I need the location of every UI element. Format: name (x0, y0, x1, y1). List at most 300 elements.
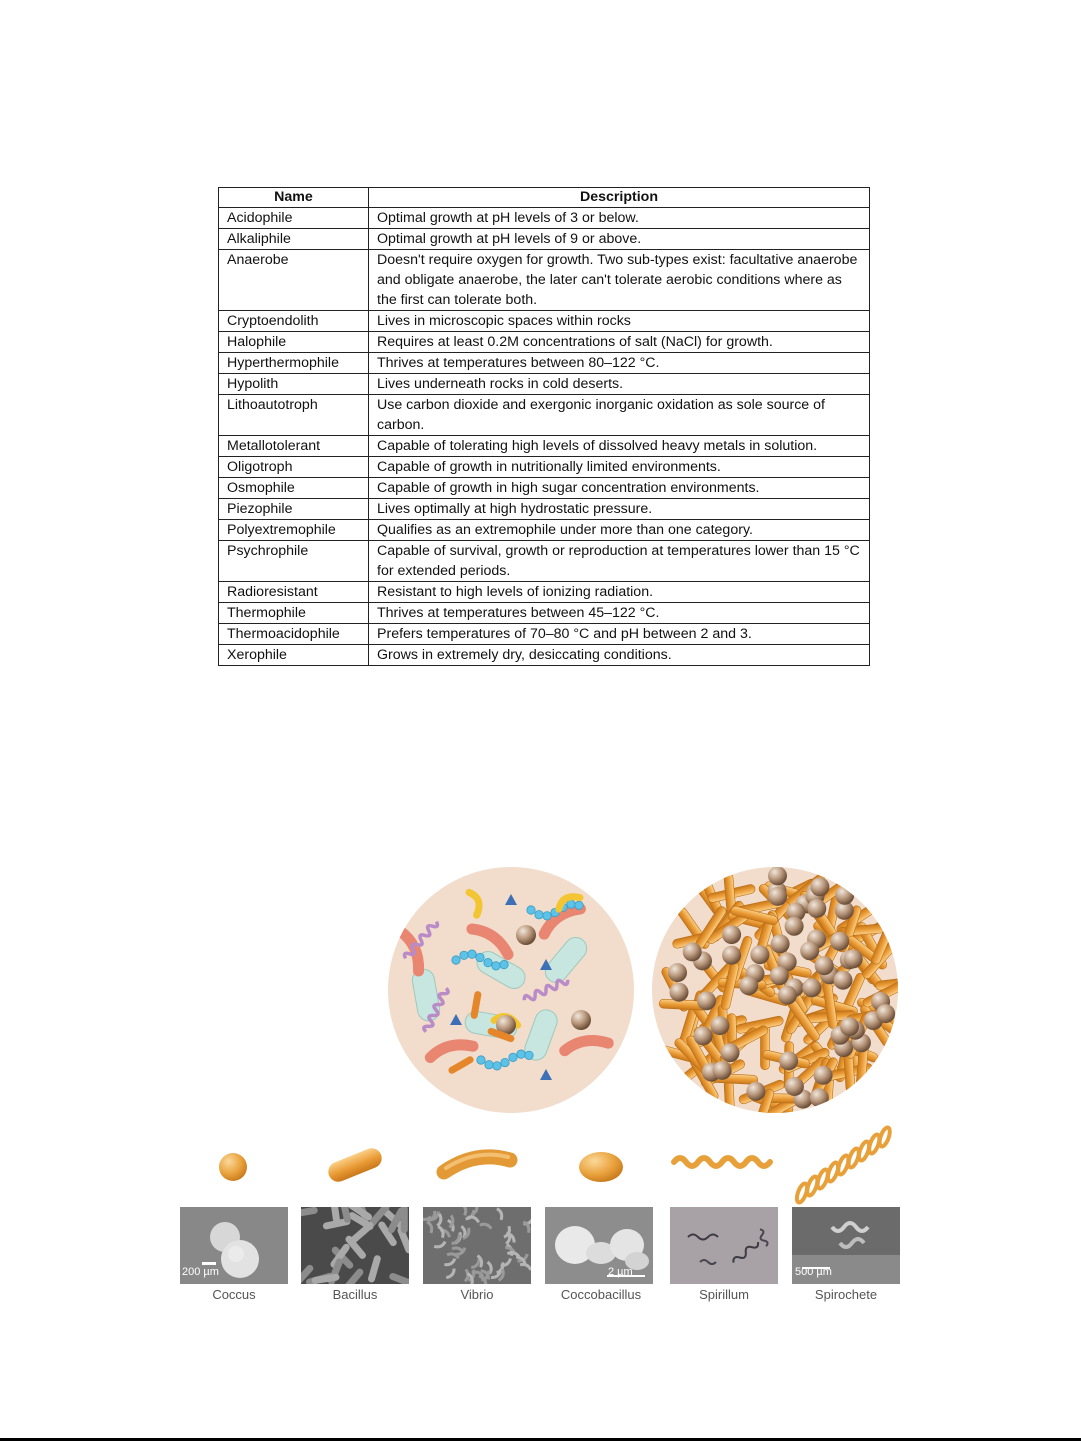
blue-triangle-cell (540, 1069, 552, 1080)
orange-rod-cell (850, 915, 897, 945)
orange-rod-cell (800, 929, 847, 959)
chain-coccus-cell (535, 910, 543, 918)
orange-rod-cell (810, 1040, 847, 1083)
table-row (219, 374, 870, 395)
yellow-vibrio-cell (461, 892, 485, 915)
extremophile-description-cell: Prefers temperatures of 70–80 °C and pH between 2 and 3. (369, 624, 870, 645)
brown-coccus-cell (785, 1077, 804, 1096)
extremophile-name-cell: Hypolith (219, 374, 369, 395)
brown-coccus-cell (746, 964, 765, 983)
brown-coccus-cell (807, 930, 826, 949)
orange-rod-cell (470, 991, 482, 1020)
extremophile-name-cell: Metallotolerant (219, 436, 369, 457)
orange-rod-cell (763, 943, 797, 988)
extremophile-name-cell: Acidophile (219, 208, 369, 229)
orange-rod-cell (809, 1056, 839, 1103)
orange-rod-cell (875, 976, 924, 991)
orange-rod-cell (763, 881, 812, 902)
orange-rod-cell (814, 959, 854, 999)
orange-rod-cell (786, 998, 821, 1042)
orange-rod-cell (752, 1088, 775, 1136)
brown-coccus-cell (830, 932, 849, 951)
brown-coccus-cell (768, 866, 787, 885)
orange-rod-cell (687, 872, 722, 916)
table-row (219, 520, 870, 541)
chain-coccus-cell (567, 900, 575, 908)
spirochete-coil-turn (867, 1133, 881, 1155)
orange-rod-cell (802, 1007, 843, 1046)
orange-rod-cell (845, 934, 888, 971)
orange-rod-cell (487, 1027, 516, 1043)
brown-coccus-cell (834, 1038, 853, 1057)
orange-rod-cell (839, 905, 862, 953)
orange-rod-cell (771, 878, 818, 907)
extremophile-name-cell: Thermoacidophile (219, 624, 369, 645)
orange-rod-cell (738, 1079, 786, 1105)
bacillus-shape (325, 1145, 384, 1185)
brown-coccus-cell (710, 1016, 729, 1035)
brown-coccus-cell (814, 1066, 833, 1085)
brown-coccus-cell (768, 882, 787, 901)
orange-rod-cell (786, 967, 827, 1006)
label-coccus: Coccus (212, 1287, 256, 1302)
orange-rod-cell (698, 994, 726, 1041)
orange-rod-cell (844, 1022, 860, 1071)
mixed-culture-disc (388, 867, 634, 1113)
chain-coccus-cell (477, 1056, 485, 1064)
orange-rod-cell (861, 979, 908, 1009)
extremophile-name-cell: Oligotroph (219, 457, 369, 478)
chain-coccus-cell (493, 1062, 501, 1070)
orange-rod-cell (718, 1026, 759, 1065)
orange-rod-cell (835, 901, 880, 935)
orange-rod-cell (688, 1026, 736, 1049)
orange-rod-cell (720, 962, 740, 1011)
orange-rod-cell (693, 951, 730, 994)
blue-triangle-cell (540, 959, 552, 970)
orange-rod-cell (783, 1047, 831, 1074)
vibrio-micrograph (423, 1207, 531, 1284)
table-row (219, 603, 870, 624)
orange-rod-cell (777, 1040, 821, 1075)
spirochete-shape (795, 1126, 892, 1204)
brown-coccus-cell (840, 1017, 859, 1036)
brown-coccus-cell (834, 971, 853, 990)
chain-coccus-cell (484, 958, 492, 966)
orange-rod-cell (705, 911, 750, 945)
coccus-shape (219, 1153, 247, 1181)
brown-coccus-cell (668, 963, 687, 982)
label-spirochete: Spirochete (814, 1287, 878, 1302)
chain-coccus-cell (501, 1058, 509, 1066)
salmon-vibrio-cell (470, 925, 512, 954)
orange-rod-cell (789, 993, 838, 1007)
pale-rod-cell (473, 947, 529, 992)
extremophile-name-cell: Lithoautotroph (219, 395, 369, 436)
orange-rod-cell (724, 873, 737, 922)
orange-rod-cell (761, 1022, 770, 1070)
table-row (219, 457, 870, 478)
orange-rod-cell (856, 996, 901, 1029)
orange-rod-cell (729, 935, 753, 983)
extremophile-name-cell: Xerophile (219, 645, 369, 666)
chain-coccus-cell (527, 906, 535, 914)
extremophile-name-cell: Cryptoendolith (219, 311, 369, 332)
salmon-vibrio-cell (564, 1035, 609, 1054)
brown-coccus-cell (722, 925, 741, 944)
spirochete-coil-turn (826, 1161, 840, 1183)
orange-rod-cell (786, 1055, 828, 1094)
orange-rod-cell (767, 909, 788, 958)
scale-bar-coccobacillus: 2 µm (608, 1266, 633, 1278)
brown-coccus-cell (871, 992, 890, 1011)
orange-rod-cell (701, 878, 728, 926)
brown-coccus-cell (835, 886, 854, 905)
orange-rod-cell (711, 1028, 732, 1077)
orange-rod-cell (807, 1010, 856, 1023)
orange-rod-cell (754, 912, 777, 961)
column-header-description: Description (369, 188, 870, 208)
extremophile-description-cell: Capable of growth in nutritionally limited environments. (369, 457, 870, 478)
blue-triangle-cell (450, 1014, 462, 1025)
brown-coccus-cell (786, 903, 805, 922)
extremophile-description-cell: Optimal growth at pH levels of 3 or below. (369, 208, 870, 229)
orange-rod-cell (824, 887, 843, 936)
chain-coccus-cell (543, 912, 551, 920)
orange-rod-cell (700, 1058, 747, 1088)
orange-rod-cell (844, 1012, 872, 1060)
yellow-vibrio-cell (494, 1011, 518, 1034)
chain-coccus-cell (575, 901, 583, 909)
orange-rod-cell (778, 969, 808, 1016)
orange-rod-cell (746, 1090, 794, 1116)
spirochete-coil-turn (795, 1182, 809, 1204)
bacillus-micrograph (301, 1207, 409, 1284)
orange-rod-cell (689, 1056, 720, 1102)
orange-rod-cell (718, 978, 766, 989)
spirochete-coil-turn (878, 1126, 892, 1148)
orange-rod-cell (753, 900, 792, 942)
chain-coccus-cell (500, 960, 508, 968)
extremophile-description-cell: Requires at least 0.2M concentrations of salt (NaCl) for growth. (369, 332, 870, 353)
table-row (219, 208, 870, 229)
orange-rod-cell (814, 909, 848, 954)
scale-bar-coccus: 200 µm (182, 1266, 219, 1278)
chain-coccus-cell (460, 951, 468, 959)
yellow-vibrio-cell (559, 892, 580, 914)
label-coccobacillus: Coccobacillus (560, 1287, 642, 1302)
pale-rod-cell (411, 967, 442, 1022)
table-row (219, 395, 870, 436)
table-body (219, 208, 870, 666)
orange-rod-cell (713, 1029, 735, 1078)
extremophile-name-cell: Piezophile (219, 499, 369, 520)
orange-rod-cell (790, 973, 837, 1002)
orange-rod-cell (838, 924, 887, 937)
salmon-vibrio-cell (397, 929, 426, 971)
orange-rod-cell (757, 883, 797, 924)
brown-coccus-cell (771, 934, 790, 953)
orange-rod-cell (698, 959, 737, 1000)
table-row (219, 353, 870, 374)
table-row (219, 436, 870, 457)
extremophile-description-cell: Grows in extremely dry, desiccating conditions. (369, 645, 870, 666)
salmon-vibrio-cell (429, 1039, 473, 1062)
orange-rod-cell (744, 972, 793, 987)
brown-coccus-cell (746, 1082, 765, 1101)
table-header-row (219, 188, 870, 208)
orange-rod-cell (785, 990, 818, 1035)
spirillum-micrograph (670, 1207, 778, 1284)
brown-coccus-cell (846, 1021, 865, 1040)
brown-coccus-cell (722, 946, 741, 965)
table-row (219, 624, 870, 645)
brown-coccus-cell (750, 945, 769, 964)
orange-rod-cell (803, 880, 847, 915)
table-row (219, 311, 870, 332)
table-row (219, 541, 870, 582)
spirochete-coil-turn (857, 1140, 871, 1162)
brown-coccus-cell (713, 1061, 732, 1080)
chain-coccus-cell (452, 956, 460, 964)
chain-coccus-cell (559, 903, 567, 911)
orange-rod-cell (711, 1032, 721, 1080)
extremophile-name-cell: Psychrophile (219, 541, 369, 582)
orange-rod-cell (727, 1013, 738, 1061)
orange-rod-cell (843, 1044, 855, 1093)
table-row (219, 229, 870, 250)
orange-rod-cell (685, 1034, 716, 1080)
brown-coccus-cell (807, 882, 826, 901)
spirochete-coil-turn (847, 1147, 861, 1169)
blue-triangle-cell (505, 894, 517, 905)
orange-rod-cell (692, 1026, 728, 1070)
orange-rod-cell (784, 1042, 794, 1090)
orange-rod-cell (730, 969, 779, 989)
chain-coccus-cell (525, 1051, 533, 1059)
salmon-vibrio-cell (541, 903, 580, 938)
brown-coccus-cell (805, 887, 824, 906)
orange-rod-cell (660, 966, 690, 1013)
orange-rod-cell (694, 905, 728, 950)
micrograph-rod (401, 1207, 408, 1233)
table-row (219, 478, 870, 499)
orange-rod-cell (727, 911, 776, 931)
extremophile-name-cell: Radioresistant (219, 582, 369, 603)
vibrio-shape (444, 1155, 510, 1172)
orange-rod-cell (673, 1037, 713, 1078)
orange-rod-cell (692, 1004, 727, 1048)
spirochete-coil-turn (836, 1154, 850, 1176)
orange-rod-cell (742, 985, 791, 1007)
coccobacillus-shape (579, 1152, 623, 1182)
extremophile-description-cell: Optimal growth at pH levels of 9 or above. (369, 229, 870, 250)
extremophile-description-cell: Resistant to high levels of ionizing radiation. (369, 582, 870, 603)
pale-rod-cell (522, 1007, 560, 1063)
brown-coccus-cell (864, 1011, 883, 1030)
brown-coccus-cell (810, 877, 829, 896)
orange-rod-cell (843, 942, 878, 986)
brown-coccus-cell (840, 950, 859, 969)
brown-coccus-cell (785, 917, 804, 936)
extremophile-description-cell: Capable of survival, growth or reproduction at temperatures lower than 15 °C for extended periods. (369, 541, 870, 582)
chain-coccus-cell (517, 1050, 525, 1058)
orange-rod-cell (822, 1067, 834, 1116)
scale-bar-spirochete: 500 µm (795, 1266, 832, 1278)
pale-rod-cell (463, 1010, 518, 1041)
brown-coccus-cell (683, 942, 702, 961)
orange-rod-cell (846, 1007, 895, 1025)
orange-rod-cell (848, 946, 884, 990)
orange-rod-cell (783, 873, 826, 910)
extremophile-name-cell: Thermophile (219, 603, 369, 624)
chain-coccus-cell (468, 950, 476, 958)
orange-rod-cell (659, 999, 707, 1010)
orange-rod-cell (810, 942, 840, 989)
extremophile-name-cell: Polyextremophile (219, 520, 369, 541)
spirochete-coil-turn (805, 1175, 819, 1197)
extremophile-name-cell: Hyperthermophile (219, 353, 369, 374)
extremophile-description-cell: Thrives at temperatures between 80–122 °C. (369, 353, 870, 374)
orange-rod-cell (792, 1004, 840, 1027)
brown-coccus-cell (770, 966, 789, 985)
brown-coccus-cell (516, 925, 536, 945)
table-row (219, 582, 870, 603)
orange-rod-cell (718, 1004, 729, 1052)
orange-rod-cell (856, 1038, 869, 1087)
orange-rod-cell (830, 1008, 876, 1040)
brown-coccus-cell (778, 953, 797, 972)
chain-coccus-cell (551, 908, 559, 916)
chain-coccus-cell (476, 953, 484, 961)
brown-coccus-cell (876, 1004, 895, 1023)
orange-rod-cell (831, 1037, 879, 1063)
extremophile-description-cell: Capable of tolerating high levels of dissolved heavy metals in solution. (369, 436, 870, 457)
orange-rod-cell (672, 930, 721, 950)
extremophile-description-cell: Qualifies as an extremophile under more than one category. (369, 520, 870, 541)
table-row (219, 250, 870, 311)
orange-rod-cell (861, 939, 900, 981)
brown-coccus-cell (820, 965, 839, 984)
brown-coccus-cell (693, 951, 712, 970)
column-header-name: Name (219, 188, 369, 208)
brown-coccus-cell (694, 1026, 713, 1045)
brown-coccus-cell (835, 901, 854, 920)
extremophile-description-cell: Capable of growth in high sugar concentration environments. (369, 478, 870, 499)
pale-rod-cell (541, 933, 591, 987)
extremophile-table-container (218, 187, 870, 666)
spirochete-coil-turn (816, 1168, 830, 1190)
extremophile-name-cell: Anaerobe (219, 250, 369, 311)
orange-rod-cell (855, 921, 886, 967)
pure-culture-disc (652, 866, 924, 1136)
orange-rod-cell (812, 920, 857, 953)
extremophile-description-cell: Lives underneath rocks in cold deserts. (369, 374, 870, 395)
orange-rod-cell (724, 1080, 735, 1128)
extremophile-description-cell: Lives in microscopic spaces within rocks (369, 311, 870, 332)
orange-rod-cell (763, 960, 812, 978)
orange-rod-cell (810, 995, 859, 1017)
orange-rod-cell (761, 944, 787, 992)
brown-coccus-cell (702, 1063, 721, 1082)
orange-rod-cell (653, 1043, 702, 1064)
orange-rod-cell (736, 897, 785, 916)
extremophile-description-cell: Use carbon dioxide and exergonic inorganic oxidation as sole source of carbon. (369, 395, 870, 436)
orange-rod-cell (808, 1057, 831, 1105)
orange-rod-cell (798, 890, 833, 934)
brown-coccus-cell (802, 978, 821, 997)
spirillum-shape (674, 1158, 770, 1166)
label-spirillum: Spirillum (699, 1287, 749, 1302)
brown-coccus-cell (810, 1088, 829, 1107)
orange-rod-cell (838, 972, 866, 1020)
orange-rod-cell (677, 1050, 720, 1087)
orange-rod-cell (735, 1015, 784, 1034)
orange-rod-cell (710, 1073, 758, 1084)
extremophile-description-cell: Doesn't require oxygen for growth. Two sub-types exist: facultative anaerobe and obligate anaerobe, the later can't tolerate aerobic conditions where as the first can tolerate both. (369, 250, 870, 311)
brown-coccus-cell (670, 983, 689, 1002)
orange-rod-cell (859, 1003, 893, 1048)
orange-rod-cell (744, 971, 793, 994)
orange-rod-cell (698, 1015, 747, 1034)
brown-coccus-cell (795, 895, 814, 914)
orange-rod-cell (762, 1049, 811, 1069)
extremophile-name-cell: Alkaliphile (219, 229, 369, 250)
brown-coccus-cell (785, 978, 804, 997)
orange-rod-cell (869, 1011, 913, 1046)
brown-coccus-cell (852, 1033, 871, 1052)
brown-coccus-cell (844, 949, 863, 968)
brown-coccus-cell (807, 899, 826, 918)
coccobacillus-micrograph (545, 1207, 653, 1284)
chain-coccus-cell (492, 962, 500, 970)
table-row (219, 645, 870, 666)
chain-coccus-cell (485, 1061, 493, 1069)
orange-rod-cell (676, 906, 711, 950)
orange-rod-cell (700, 904, 740, 945)
brown-coccus-cell (779, 1051, 798, 1070)
orange-rod-cell (799, 946, 844, 979)
orange-rod-cell (730, 905, 779, 925)
brown-coccus-cell (778, 986, 797, 1005)
orange-rod-cell (732, 964, 776, 999)
chain-coccus-cell (509, 1053, 517, 1061)
extremophile-name-cell: Halophile (219, 332, 369, 353)
purple-spirillum-cell (423, 987, 450, 1033)
brown-coccus-cell (721, 1043, 740, 1062)
label-bacillus: Bacillus (332, 1287, 378, 1302)
table-row (219, 499, 870, 520)
orange-rod-cell (826, 1004, 856, 1051)
brown-coccus-cell (496, 1015, 516, 1035)
orange-rod-cell (685, 990, 706, 1039)
purple-spirillum-cell (523, 977, 569, 1004)
orange-rod-cell (755, 1094, 801, 1125)
orange-rod-cell (870, 918, 897, 966)
orange-rod-cell (835, 1031, 855, 1080)
orange-rod-cell (765, 1094, 813, 1104)
brown-coccus-cell (831, 1026, 850, 1045)
label-vibrio: Vibrio (460, 1287, 494, 1302)
brown-coccus-cell (794, 1090, 813, 1109)
orange-rod-cell (709, 899, 745, 943)
orange-rod-cell (707, 884, 756, 904)
table-row (219, 332, 870, 353)
brown-coccus-cell (768, 887, 787, 906)
brown-coccus-cell (697, 991, 716, 1010)
orange-rod-cell (822, 980, 838, 1029)
orange-rod-cell (447, 1055, 475, 1075)
